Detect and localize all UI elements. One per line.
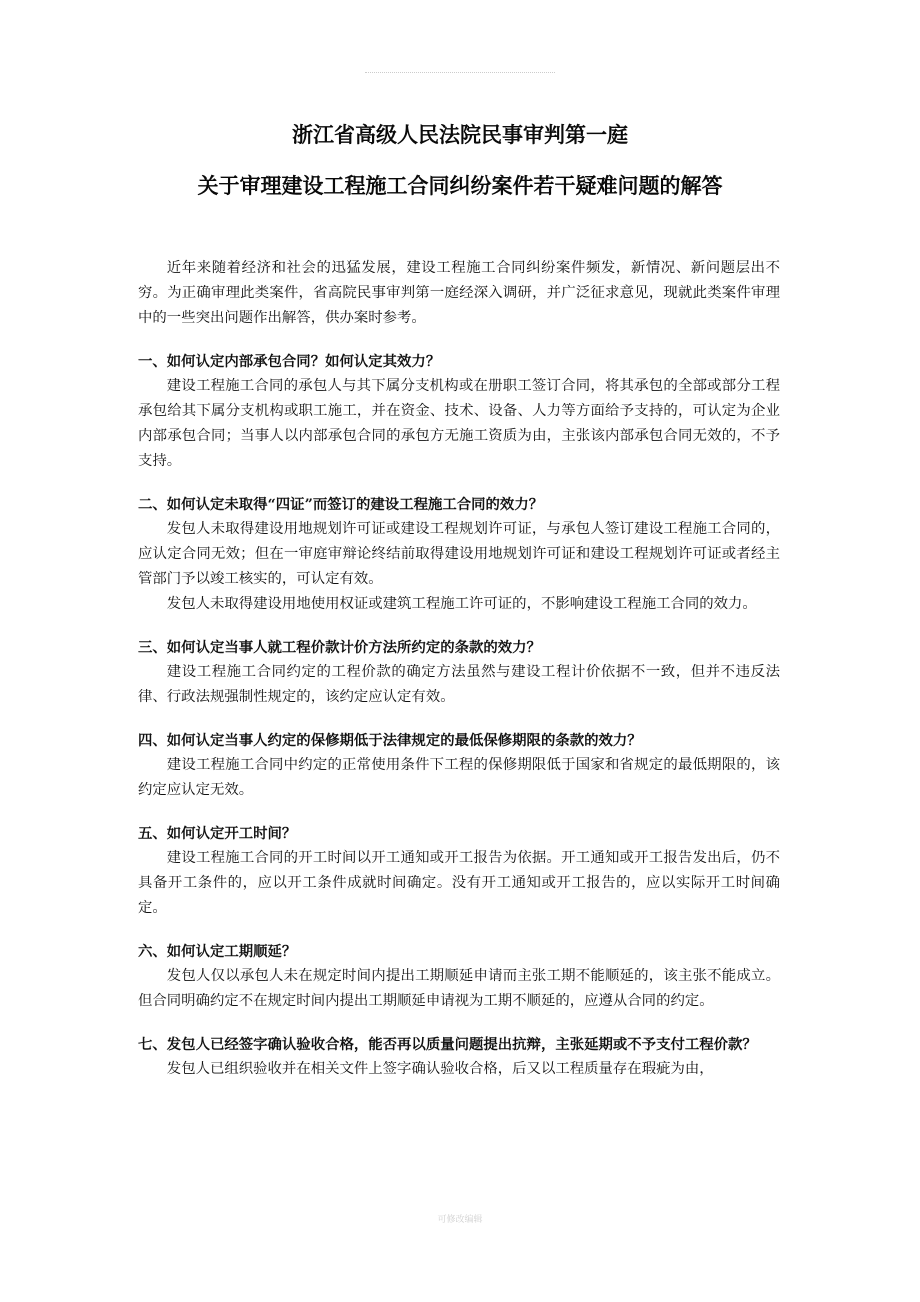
section-heading: 三、如何认定当事人就工程价款计价方法所约定的条款的效力？: [138, 639, 541, 656]
section-heading: 一、如何认定内部承包合同？如何认定其效力？: [138, 353, 441, 370]
intro-paragraph: 近年来随着经济和社会的迅猛发展，建设工程施工合同纠纷案件频发，新情况、新问题层出不穷。为正确审理此类案件，省高院民事审判第一庭经深入调研，并广泛征求意见，现就此类案件审理中的一些突出问题作出解答，供办案时参考。: [138, 260, 780, 326]
section-paragraph: 建设工程施工合同的开工时间以开工通知或开工报告为依据。开工通知或开工报告发出后，仍不具备开工条件的，应以开工条件成就时间确定。没有开工通知或开工报告的，应以实际开工时间确定。: [138, 850, 780, 916]
section-4: [138, 728, 780, 803]
section-heading: 五、如何认定开工时间？: [138, 825, 297, 842]
section-heading: 七、发包人已经签字确认验收合格，能否再以质量问题提出抗辩，主张延期或不予支付工程价款？: [138, 1036, 757, 1053]
header-rule: [365, 72, 555, 73]
section-paragraph: 建设工程施工合同的承包人与其下属分支机构或在册职工签订合同，将其承包的全部或部分工程承包给其下属分支机构或职工施工，并在资金、技术、设备、人力等方面给予支持的，可认定为企业内部承包合同；当事人以内部承包合同的承包方无施工资质为由，主张该内部承包合同无效的，不予支持。: [138, 378, 780, 469]
section-paragraph: 发包人未取得建设用地使用权证或建筑工程施工许可证的，不影响建设工程施工合同的效力。: [166, 596, 757, 612]
section-heading: 四、如何认定当事人约定的保修期低于法律规定的最低保修期限的条款的效力？: [138, 732, 642, 749]
section-5: [138, 821, 780, 921]
section-7: [138, 1032, 780, 1082]
section-paragraph: 发包人未取得建设用地规划许可证或建设工程规划许可证，与承包人签订建设工程施工合同的，应认定合同无效；但在一审庭审辩论终结前取得建设用地规划许可证和建设工程规划许可证或者经主管部门予以竣工核实的，可认定有效。: [138, 521, 780, 587]
document-body: [138, 256, 780, 1082]
section-1: [138, 349, 780, 474]
document-title-line1: 浙江省高级人民法院民事审判第一庭: [292, 122, 628, 147]
section-heading: 六、如何认定工期顺延？: [138, 943, 297, 960]
section-2: [138, 492, 780, 617]
section-heading: 二、如何认定未取得“四证”而签订的建设工程施工合同的效力？: [138, 496, 544, 513]
section-paragraph: 建设工程施工合同约定的工程价款的确定方法虽然与建设工程计价依据不一致，但并不违反法律、行政法规强制性规定的，该约定应认定有效。: [138, 664, 780, 705]
section-paragraph: 建设工程施工合同中约定的正常使用条件下工程的保修期限低于国家和省规定的最低期限的，该约定应认定无效。: [138, 757, 780, 798]
section-paragraph: 发包人仅以承包人未在规定时间内提出工期顺延申请而主张工期不能顺延的，该主张不能成立。但合同明确约定不在规定时间内提出工期顺延申请视为工期不顺延的，应遵从合同的约定。: [138, 968, 780, 1009]
document-title-line2: 关于审理建设工程施工合同纠纷案件若干疑难问题的解答: [197, 173, 723, 198]
section-paragraph: 发包人已组织验收并在相关文件上签字确认验收合格，后又以工程质量存在瑕疵为由，: [166, 1061, 714, 1077]
section-6: [138, 939, 780, 1014]
page-footer: 可修改编辑: [437, 1215, 483, 1225]
section-3: [138, 635, 780, 710]
